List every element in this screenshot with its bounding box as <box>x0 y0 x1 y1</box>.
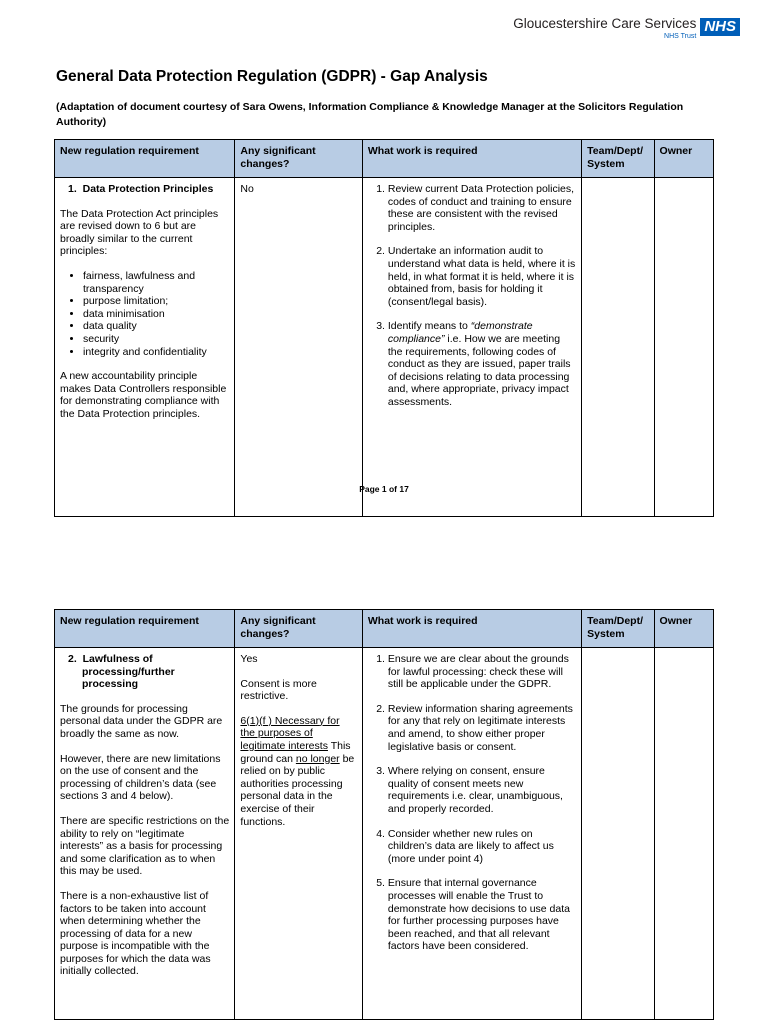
requirement-cell <box>55 648 235 1020</box>
section-closing: A new accountability principle makes Data Controllers responsible for demonstrating compliance with the Data Protection principles. <box>60 370 227 420</box>
trust-label: NHS Trust <box>664 33 697 40</box>
team-cell <box>582 178 654 517</box>
work-cell <box>362 178 581 517</box>
column-header: Team/Dept/ System <box>582 140 654 178</box>
list-item: 3. Identify means to “demonstrate compliance” i.e. How we are meeting the requirements, following codes of conduct as they are issued, paper trails of decisions relating to data processing and, where appropriate, privacy impact assessments. <box>388 320 576 408</box>
legitimate-interests-note: 6(1)(f ) Necessary for the purposes of legitimate interests This ground can no longer be relied on by public authorities processing personal data in the exercise of their functions. <box>240 714 355 828</box>
changes-answer: Yes <box>240 653 258 665</box>
column-header: Owner <box>654 610 713 648</box>
gap-table-1 <box>54 139 714 517</box>
section-title: 2. Lawfulness of processing/further processing <box>68 653 175 691</box>
work-list <box>368 183 576 409</box>
ground-heading: 6(1)(f ) Necessary for the purposes of legitimate interests <box>240 714 340 752</box>
section-intro: The Data Protection Act principles are revised down to 6 but are broadly similar to the current principles: <box>60 207 219 258</box>
table-header-row <box>55 140 714 178</box>
work-list <box>368 653 576 953</box>
nhs-logo-icon: NHS <box>700 18 740 36</box>
list-item: • integrity and confidentiality <box>83 346 229 359</box>
page-subtitle: (Adaptation of document courtesy of Sara Owens, Information Compliance & Knowledge Manager at the Solicitors Regulation Authority) <box>56 101 684 128</box>
list-item: 2. Undertake an information audit to understand what data is held, where it is held, in what format it is held, where it is obtained from, basis for holding it (consent/legal basis). <box>388 245 576 308</box>
column-header: Any significant changes? <box>235 140 362 178</box>
table-row <box>55 648 714 1020</box>
column-header: New regulation requirement <box>55 610 235 648</box>
list-item: • fairness, lawfulness and transparency <box>83 270 229 295</box>
team-cell <box>582 648 654 1020</box>
section-paragraph: The grounds for processing personal data under the GDPR are broadly the same as now. <box>60 702 223 740</box>
column-header: Owner <box>654 140 713 178</box>
list-item: 1. Review current Data Protection policies, codes of conduct and training to ensure these are consistent with the revised principles. <box>388 183 576 233</box>
column-header: Any significant changes? <box>235 610 362 648</box>
page-number: Page 1 of 17 <box>359 484 409 494</box>
owner-cell <box>654 178 713 517</box>
list-item: • data quality <box>83 320 229 333</box>
column-header: New regulation requirement <box>55 140 235 178</box>
page-title: General Data Protection Regulation (GDPR) - Gap Analysis <box>56 68 488 85</box>
section-paragraph: There is a non-exhaustive list of factors to be taken into account when determining whether the processing of data for a new purpose is incompatible with the purposes for which the data was initially collected. <box>60 889 211 978</box>
org-name: Gloucestershire Care Services <box>513 16 697 31</box>
changes-cell <box>235 648 362 1020</box>
principles-list <box>60 270 229 358</box>
owner-cell <box>654 648 713 1020</box>
list-item: • data minimisation <box>83 308 229 321</box>
section-paragraph: There are specific restrictions on the ability to rely on “legitimate interests” as a basis for processing and some clarification as to when this may be used. <box>60 814 230 878</box>
list-item: • security <box>83 333 229 346</box>
list-item: 5. Ensure that internal governance processes will enable the Trust to demonstrate how decisions to use data for further processing purposes have been reached, and that all relevant factors have been considered. <box>388 877 576 953</box>
table-header-row <box>55 610 714 648</box>
changes-note: Consent is more restrictive. <box>240 677 317 703</box>
table-row <box>55 178 714 517</box>
section-title: 1. Data Protection Principles <box>68 183 214 195</box>
gap-table-2 <box>54 609 714 1020</box>
requirement-cell <box>55 178 235 517</box>
list-item: 2. Review information sharing agreements for any that rely on legitimate interests and amend, to show either proper legislative basis or consent. <box>388 703 576 753</box>
list-item: • purpose limitation; <box>83 295 229 308</box>
changes-cell: No <box>235 178 362 517</box>
list-item: 1. Ensure we are clear about the grounds for lawful processing: check these will still be applicable under the GDPR. <box>388 653 576 691</box>
column-header: Team/Dept/ System <box>582 610 654 648</box>
org-logo <box>513 16 740 41</box>
column-header: What work is required <box>362 140 581 178</box>
section-paragraph: However, there are new limitations on the use of consent and the processing of children’s data (see sections 3 and 4 below). <box>60 752 221 803</box>
work-cell <box>362 648 581 1020</box>
column-header: What work is required <box>362 610 581 648</box>
list-item: 3. Where relying on consent, ensure quality of consent meets new requirements i.e. clear, unambiguous, and properly recorded. <box>388 765 576 815</box>
list-item: 4. Consider whether new rules on children’s data are likely to affect us (more under point 4) <box>388 828 576 866</box>
